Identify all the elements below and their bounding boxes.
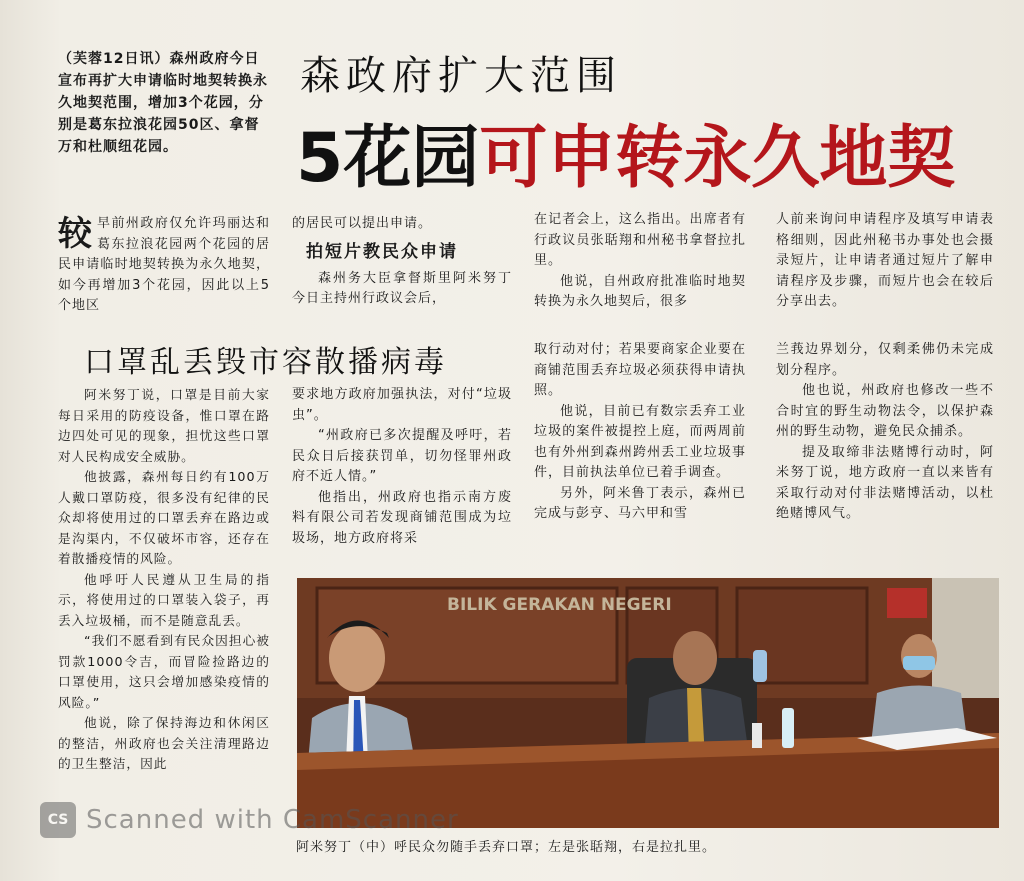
watermark-text: Scanned with CamScanner xyxy=(86,805,459,835)
headline-black-part: 5花园 xyxy=(296,119,480,198)
column-3-bottom-para-1: 取行动对付；若果要商家企业要在商铺范围丢弃垃圾必须获得申请执照。 xyxy=(534,342,746,398)
column-4-top xyxy=(776,210,994,313)
column-1-bottom-para-1: 阿米努丁说，口罩是目前大家每日采用的防疫设备，惟口罩在路边四处可见的现象，担忧这些口罩对人民构成安全威胁。 xyxy=(58,387,270,464)
photo-illustration xyxy=(297,578,999,828)
column-4-top-text-1: 人前来询问申请程序及填写申请表格细则，因此州秘书办事处也会摄录短片，让申请者通过短片了解申请程序及步骤，而短片也会在较后分享出去。 xyxy=(776,212,994,309)
subheading-short-video: 拍短片教民众申请 xyxy=(306,241,458,262)
column-3-bottom-para-3: 另外，阿米鲁丁表示，森州已完成与彭亨、马六甲和雪 xyxy=(534,485,746,521)
lead-paragraph: （芙蓉12日讯）森州政府今日宣布再扩大申请临时地契转换永久地契范围，增加3个花园，分别是葛东拉浪花园50区、拿督万和杜顺纽花园。 xyxy=(58,51,268,155)
column-2-bottom-para-1: 要求地方政府加强执法，对付“垃圾虫”。 xyxy=(292,387,512,423)
column-3-bottom-para-2: 他说，目前已有数宗丢弃工业垃圾的案件被提控上庭，而两周前也有外州到森州跨州丢工业垃圾事件，目前执法单位已着手调查。 xyxy=(534,403,746,480)
column-1-bottom-para-2: 他披露，森州每日约有100万人戴口罩防疫，很多没有纪律的民众却将使用过的口罩丢弃在路边或是沟渠内，不仅破坏市容，还存在着散播疫情的风险。 xyxy=(58,469,270,566)
column-4-bottom xyxy=(776,340,994,525)
column-2-bottom-para-2: “州政府已多次提醒及呼吁，若民众日后接获罚单，切勿怪罪州政府不近人情。” xyxy=(292,428,512,484)
column-3-top-text-1: 在记者会上，这么指出。出席者有行政议员张聒翔和州秘书拿督拉扎里。 xyxy=(534,212,746,268)
column-1-top-text: 早前州政府仅允许玛丽达和葛东拉浪花园两个花园的居民申请临时地契转换为永久地契，如今再增加3个花园，因此以上5个地区 xyxy=(58,216,270,313)
press-conference-photo xyxy=(297,578,999,828)
column-3-top-text-2: 他说，自州政府批准临时地契转换为永久地契后，很多 xyxy=(534,273,746,309)
wall-sign: BILIK GERAKAN NEGERI xyxy=(447,595,672,615)
column-1-top xyxy=(58,214,270,317)
main-headline xyxy=(296,104,955,201)
column-2-top xyxy=(292,214,512,310)
column-2-top-text-2: 森州务大臣拿督斯里阿米努丁今日主持州行政议会后， xyxy=(292,270,512,306)
column-4-bottom-para-2: 他也说，州政府也修改一些不合时宜的野生动物法令，以保护森州的野生动物，避免民众捕杀。 xyxy=(776,383,994,439)
column-2-top-text-1: 的居民可以提出申请。 xyxy=(292,216,433,231)
column-2-bottom-para-3: 他指出，州政府也指示南方废料有限公司若发现商铺范围成为垃圾场，地方政府将采 xyxy=(292,489,512,546)
column-1-bottom-para-4: “我们不愿看到有民众因担心被罚款1000令吉，而冒险捡路边的口罩使用，这只会增加感染疫情的风险。” xyxy=(58,633,270,710)
column-1-bottom xyxy=(58,385,270,775)
kicker-headline: 森政府扩大范围 xyxy=(300,53,622,99)
drop-cap: 较 xyxy=(58,214,93,254)
column-4-bottom-para-1: 兰莪边界划分，仅剩柔佛仍未完成划分程序。 xyxy=(776,342,994,378)
camscanner-logo-icon: CS xyxy=(40,802,76,838)
secondary-headline: 口罩乱丢毁市容散播病毒 xyxy=(84,345,447,380)
photo-caption: 阿米努丁（中）呼民众勿随手丢弃口罩；左是张聒翔，右是拉扎里。 xyxy=(296,840,717,855)
headline-red-part: 可申转永久地契 xyxy=(479,119,956,198)
column-1-bottom-para-5: 他说，除了保持海边和休闲区的整洁，州政府也会关注清理路边的卫生整洁，因此 xyxy=(58,715,270,771)
column-3-top xyxy=(534,210,746,313)
column-2-bottom xyxy=(292,385,512,549)
column-1-bottom-para-3: 他呼吁人民遵从卫生局的指示，将使用过的口罩装入袋子，再丢入垃圾桶，而不是随意乱丢。 xyxy=(58,571,270,628)
scanner-watermark xyxy=(40,800,459,840)
column-4-bottom-para-3: 提及取缔非法赌博行动时，阿米努丁说，地方政府一直以来皆有采取行动对付非法赌博活动，以杜绝赌博风气。 xyxy=(776,444,994,521)
column-3-bottom xyxy=(534,340,746,525)
